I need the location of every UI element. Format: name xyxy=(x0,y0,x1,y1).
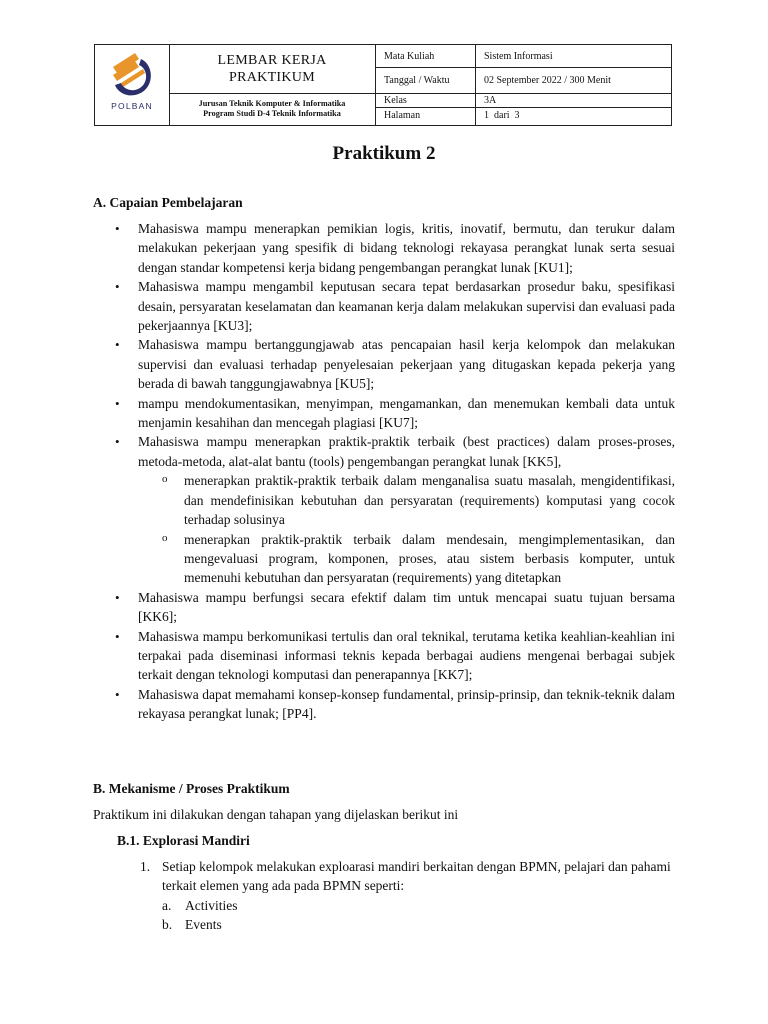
divider xyxy=(375,67,671,68)
department-info xyxy=(169,93,375,125)
sub-list-item: o menerapkan praktik-praktik terbaik dalam mendesain, mengimplementasikan, dan mengevaluasi program, komponen, proses, atau sistem berbasis komputer, untuk memenuhi kebutuhan dan persyaratan (requirements) yang ditetapkan xyxy=(184,530,675,588)
class-label: Kelas xyxy=(384,95,407,106)
list-item: • Mahasiswa mampu mengambil keputusan secara tepat berdasarkan prosedur baku, spesifikasi desain, persyaratan keselamatan dan keamanan kerja dalam melakukan supervisi dan evaluasi pada pekerjaannya [KU3]; xyxy=(138,277,675,335)
title-line-2: PRAKTIKUM xyxy=(229,70,315,85)
step-number: 1. xyxy=(140,859,151,874)
course-label: Mata Kuliah xyxy=(384,51,435,62)
list-item: • mampu mendokumentasikan, menyimpan, mengamankan, dan menemukan kembali data untuk menjamin kesahihan dan mencegah plagiasi [KU7]; xyxy=(138,394,675,433)
step-sub-item: b. Events xyxy=(162,917,222,933)
section-b-intro: Praktikum ini dilakukan dengan tahapan yang dijelaskan berikut ini xyxy=(93,807,459,822)
section-b-heading: B. Mekanisme / Proses Praktikum xyxy=(93,781,290,796)
page-value: 1 dari 3 xyxy=(484,110,520,121)
step-text: Setiap kelompok melakukan exploarasi mandiri berkaitan dengan BPMN, pelajari dan pahami terkait elemen yang ada pada BPMN seperti: xyxy=(162,859,671,894)
polban-logo-icon xyxy=(95,45,169,101)
list-item: • Mahasiswa mampu bertanggungjawab atas pencapaian hasil kerja kelompok dan melakukan supervisi dan evaluasi terhadap penyelesaian pekerjaan yang ditugaskan kepada pekerja yang berada di bawah tanggungjawabnya [KU5]; xyxy=(138,335,675,393)
steps-list xyxy=(140,857,674,935)
class-value: 3A xyxy=(484,95,497,106)
step-sub-list xyxy=(162,896,674,935)
divider xyxy=(375,93,671,94)
polban-logo xyxy=(95,45,169,125)
list-item: • Mahasiswa mampu berfungsi secara efektif dalam tim untuk mencapai suatu tujuan bersama [KK6]; xyxy=(138,588,675,627)
dept-line-2: Program Studi D-4 Teknik Informatika xyxy=(203,109,341,118)
worksheet-title xyxy=(169,45,375,93)
sub-list xyxy=(138,471,675,587)
list-item: • Mahasiswa mampu berkomunikasi tertulis dan oral teknikal, terutama ketika keahlian-keahlian ini terpakai pada diseminasi informasi teknis kepada berbagai audiens mengenai berbagai subjek terkait dengan teknologi komputasi dan penerapannya [KK7]; xyxy=(138,627,675,685)
learning-outcomes-list xyxy=(138,219,675,724)
title-line-1: LEMBAR KERJA xyxy=(217,53,327,68)
date-label: Tanggal / Waktu xyxy=(384,75,450,86)
page-label: Halaman xyxy=(384,110,421,121)
list-item: • Mahasiswa dapat memahami konsep-konsep fundamental, prinsip-prinsip, dan teknik-teknik dalam rekayasa perangkat lunak; [PP4]. xyxy=(138,685,675,724)
sub-list-item: o menerapkan praktik-praktik terbaik dalam menganalisa suatu masalah, mengidentifikasi, dan mendefinisikan kebutuhan dan persyaratan (requirements) komputasi yang cocok terhadap solusinya xyxy=(184,471,675,529)
page-title: Praktikum 2 xyxy=(332,143,436,164)
list-item: • Mahasiswa mampu menerapkan praktik-praktik terbaik (best practices) dalam proses-proses, metoda-metoda, alat-alat bantu (tools) pengembangan perangkat lunak [KK5], o menerapkan praktik-praktik terbaik dalam menganalisa suatu masalah, mengidentifikasi, dan mendefinisikan kebutuhan dan persyaratan (requirements) komputasi yang cocok terhadap solusinya o menerapkan praktik-praktik terbaik dalam mendesain, mengimplementasikan, dan mengevaluasi program, komponen, proses, atau sistem berbasis komputer, untuk memenuhi kebutuhan dan persyaratan (requirements) yang ditetapkan xyxy=(138,432,675,587)
divider xyxy=(475,45,476,125)
section-b1-heading: B.1. Explorasi Mandiri xyxy=(117,833,250,848)
step-item xyxy=(140,857,674,935)
divider xyxy=(375,107,671,108)
date-value: 02 September 2022 / 300 Menit xyxy=(484,75,611,86)
course-value: Sistem Informasi xyxy=(484,51,553,62)
list-item: • Mahasiswa mampu menerapkan pemikian logis, kritis, inovatif, bermutu, dan terukur dalam melakukan pekerjaan yang spesifik di bidang teknologi rekayasa perangkat lunak serta sesuai dengan standar kompetensi kerja bidang pengembangan perangkat lunak [KU1]; xyxy=(138,219,675,277)
dept-line-1: Jurusan Teknik Komputer & Informatika xyxy=(198,99,346,108)
header-table xyxy=(94,44,672,126)
logo-text: POLBAN xyxy=(111,101,153,111)
section-a-heading: A. Capaian Pembelajaran xyxy=(93,195,243,210)
divider xyxy=(375,45,376,125)
step-sub-item: a. Activities xyxy=(162,897,238,913)
